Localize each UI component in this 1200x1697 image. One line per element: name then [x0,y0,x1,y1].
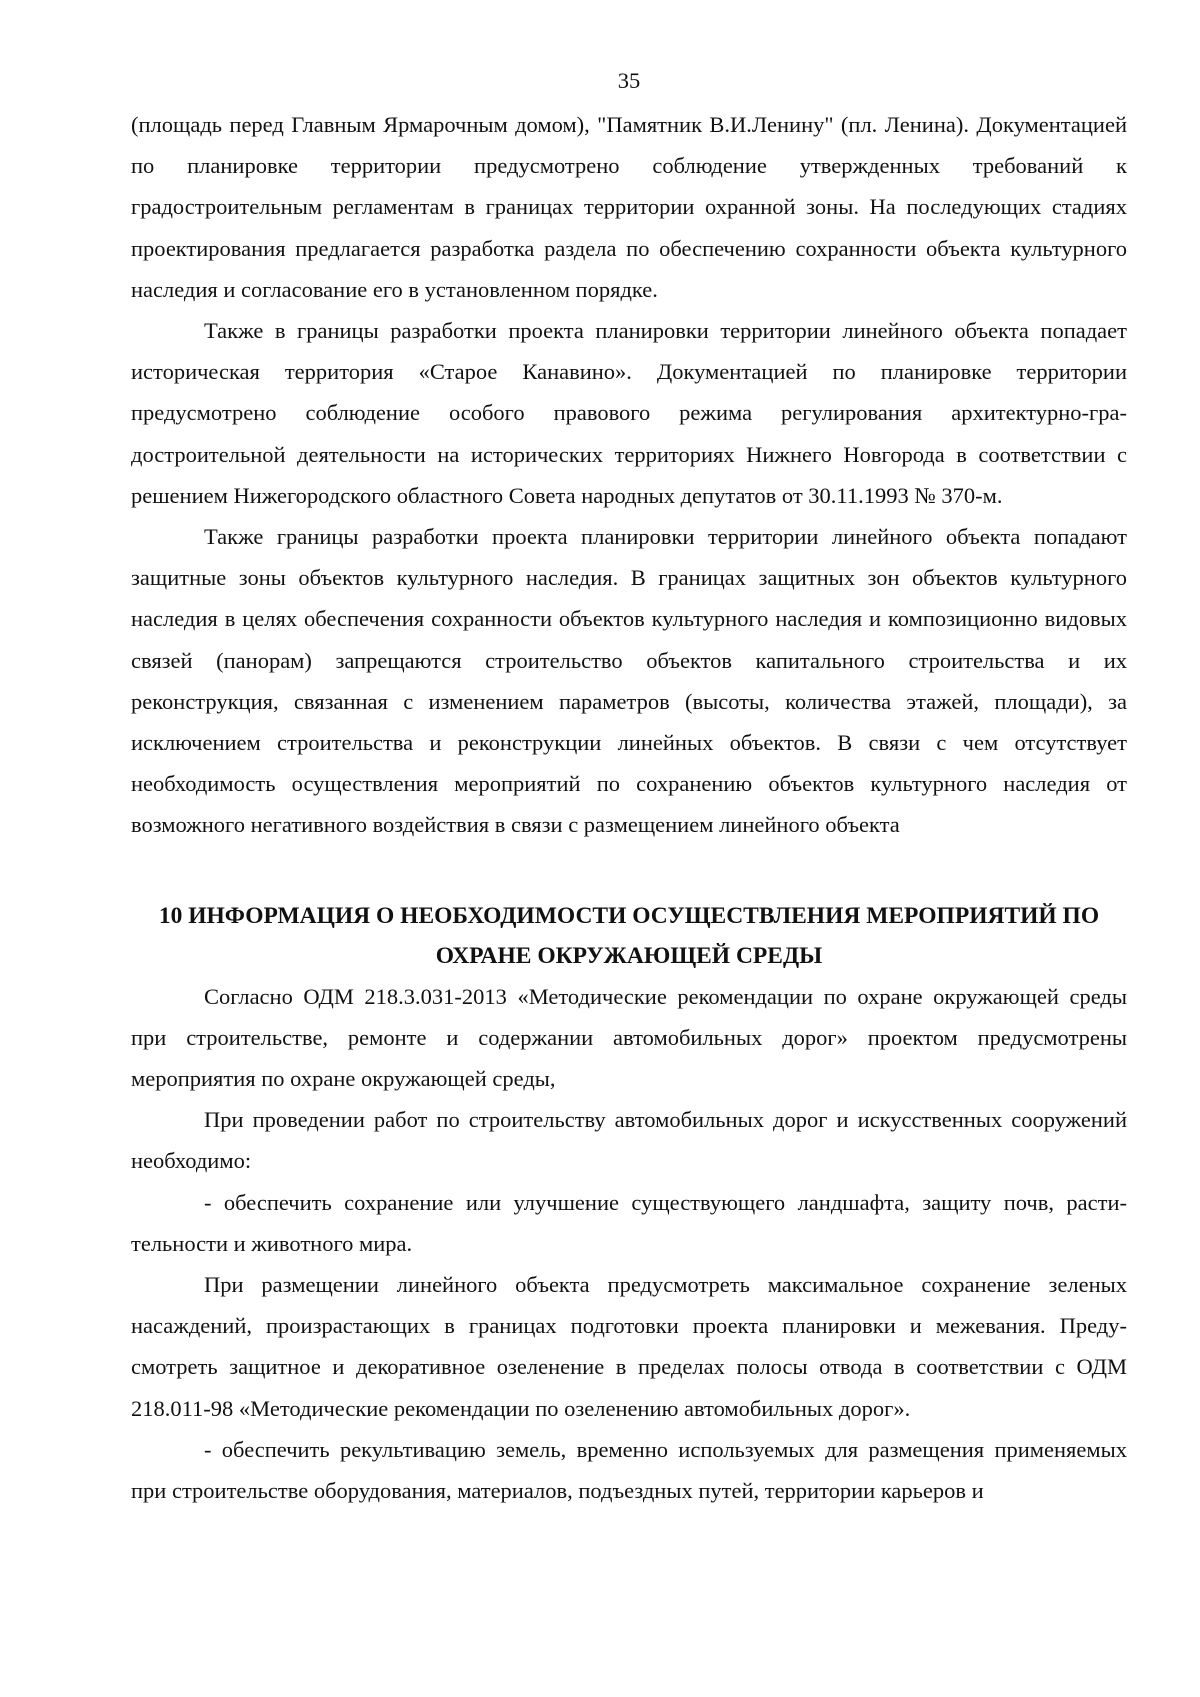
list-item-recultivation: - обеспечить рекультивацию земель, временно используемых для размещения применяемых при строительстве оборудования, материалов, подъездных путей, территории карьеров и [131,1436,1127,1504]
document-page [131,66,1127,1511]
section-heading-line-2: ОХРАНЕ ОКРУЖАЮЩЕЙ СРЕДЫ [435,942,823,969]
section-heading [131,896,1127,976]
paragraph-greenery: При размещении линейного объекта предусмотреть максимальное сохранение зеленых насаждений, произрастающих в границах подготовки проекта планировки и межевания. Предусмотреть защитное и декоративное озеленение в пределах полосы отвода в соответствии с ОДМ 218.011-98 «Методические рекомендации по озеленению автомобильных дорог». [131,1272,1127,1421]
paragraph-intro: (площадь перед Главным Ярмарочным домом), "Памятник В.И.Ленину" (пл. Ленина). Документацией по планировке территории предусмотрено соблюдение утвержденных требований к градостроительным регламентам в границах территории охранной зоны. На последующих стадиях проектирования предлагается разработка раздела по обеспечению сохранности объекта культурного наследия и согласование его в установленном порядке. [131,112,1127,302]
section-heading-line-1: 10 ИНФОРМАЦИЯ О НЕОБХОДИМОСТИ ОСУЩЕСТВЛЕНИЯ МЕРОПРИЯТИЙ ПО [158,902,1100,929]
list-item-landscape: - обеспечить сохранение или улучшение существующего ландшафта, защиту почв, растительности и животного мира. [131,1189,1127,1256]
page-number: 35 [617,68,641,93]
paragraph-odm-reference: Согласно ОДМ 218.3.031-2013 «Методические рекомендации по охране окружающей среды при строительстве, ремонте и содержании автомобильных дорог» проектом предусмотрены мероприятия по охране окружающей среды, [131,983,1127,1092]
paragraph-historical-territory: Также в границы разработки проекта планировки территории линейного объекта попадает историческая территория «Старое Канавино». Документацией по планировке территории предусмотрено соблюдение особого правового режима регулирования архитектурно-градостроительной деятельности на исторических территориях Нижнего Новгорода в соответствии с решением Нижегородского областного Совета народных депутатов от 30.11.1993 № 370-м. [131,318,1127,508]
paragraph-works-required: При проведении работ по строительству автомобильных дорог и искусственных сооружений необходимо: [131,1107,1127,1174]
paragraph-protective-zones: Также границы разработки проекта планировки территории линейного объекта попадают защитные зоны объектов культурного наследия. В границах защитных зон объектов культурного наследия в целях обеспечения сохранности объектов культурного наследия и композиционно видовых связей (панорам) запрещаются строительство объектов капитального строительства и их реконструкция, связанная с изменением параметров (высоты, количества этажей, площади), за исключением строительства и реконструкции линейных объектов. В связи с чем отсутствует необходимость осуществления мероприятий по сохранению объектов культурного наследия от возможного негативного воздействия в связи с размещением линейного объекта [131,524,1127,838]
